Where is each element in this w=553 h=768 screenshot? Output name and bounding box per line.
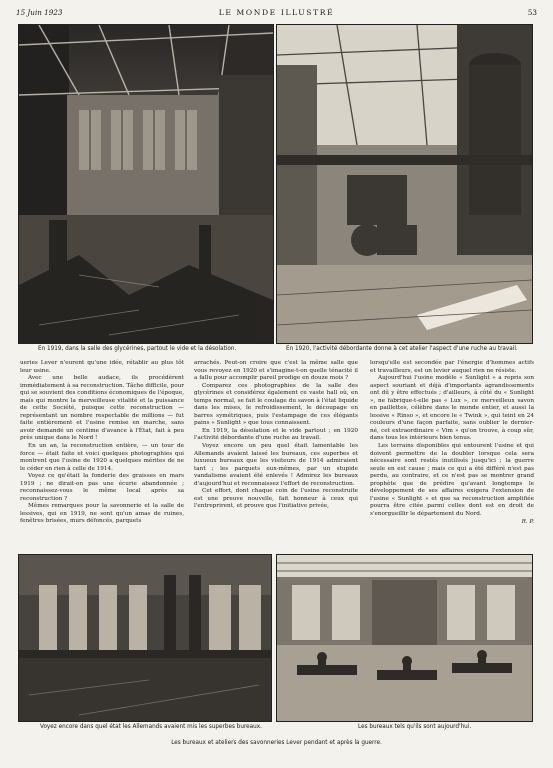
- article-column-1: [20, 360, 184, 526]
- photo-active-workshop: [276, 24, 533, 344]
- running-header: [16, 8, 537, 20]
- caption-top-left: En 1919, dans la salle des glycérines, partout le vide et la désolation.: [38, 346, 237, 352]
- paragraph: Aujourd'hui l'usine modèle « Sunlight » a repris son aspect souriant et déjà d'importants agrandissements ont dû y être effectués ; d'ailleurs, à côté du « Sunlight », ne fabrique-t-elle pas « Lux », ce merveilleux savon en paillettes, célèbre dans le monde entier, et aussi la lessive « Rinso », et encore le « Twink », qui teint en 24 couleurs d'une façon parfaite, sans oublier le dernier-né, cet extraordinaire « Vim » qu'on trouve, à coup sûr, dans tous les intérieurs bien tenus.: [370, 375, 534, 442]
- paragraph: Voyez encore un peu quel était lamentable les Allemands avaient laissé les bureaux, ces superbes et luxueux bureaux que les visiteurs de 1914 admiraient tant ; les parquets eux-mêmes, par un stupide vandalisme avaient été enlevés ! Admirez les bureaux d'aujourd'hui et reconnaissez l'effort de reconstruction.: [194, 443, 358, 487]
- caption-main: Les bureaux et ateliers des savonneries Lever pendant et après la guerre.: [171, 740, 382, 746]
- paragraph: arrachés. Peut-on croire que c'est la même salle que vous revoyez en 1920 et s'imagine-t-on quelle ténacité il a fallu pour accomplir pareil prodige en douze mois ?: [194, 360, 358, 382]
- paragraph: Les terrains disponibles qui entourent l'usine et qui doivent permettre de la doubler lorsque cela sera nécessaire sont restés inutilisés jusqu'ici ; la guerre seule en est cause ; mais ce qui a été différé n'est pas perdu, au contraire, et ce n'est pas se montrer grand prophète que de prédire qu'avant longtemps le développement de ses affaires exigera l'extension de l'usine « Sunlight » et que sa reconstruction amplifiée pourra être citée parmi celles dont est en droit de s'enorgueillir le département du Nord.: [370, 443, 534, 517]
- photo-wrecked-offices: [18, 554, 272, 722]
- paragraph: Voyez ce qu'était la fonderie des graisses en mars 1919 ; ne dirait-on pas une écurie abandonnée ; reconnaissez-vous le même local après sa reconstruction ?: [20, 473, 184, 502]
- magazine-title: LE MONDE ILLUSTRÉ: [218, 8, 335, 17]
- paragraph: lorsqu'elle est secondée par l'énergie d'hommes actifs et travailleurs, est un levier auquel rien ne résiste.: [370, 360, 534, 374]
- paragraph: En 1919, la désolation et le vide partout ; en 1920 l'activité débordante d'une ruche au travail.: [194, 427, 358, 442]
- paragraph: Avec une belle audace, ils procédèrent immédiatement à sa reconstruction. Tâche difficile, pour qui se souvient des conditions économiques de l'époque, mais qui montre la merveilleuse vitalité et la puissance de cette Société, puisque cette reconstruction — représentant un nombre respectable de millions — fut faite entièrement et l'usine remise en marche, sans avoir demandé un centime d'avance à l'État, fait à peu près unique dans le Nord !: [20, 375, 184, 442]
- paragraph: Mêmes remarques pour la savonnerie et la salle de lessives, qui en 1919, ne sont qu'un amas de ruines, fenêtres brisées, murs défoncés, parquets: [20, 503, 184, 525]
- page-number: 53: [527, 8, 537, 17]
- author-signature: R. P.: [521, 519, 534, 526]
- paragraph: ueries Lever n'eurent qu'une idée, rétablir au plus tôt leur usine.: [20, 360, 184, 374]
- caption-top-right: En 1920, l'activité débordante donne à cet atelier l'aspect d'une ruche au travail.: [286, 346, 518, 352]
- paragraph: Cet effort, dont chaque coin de l'usine reconstruite est une preuve nouvelle, fait honneur à ceux qui l'entreprirent, et prouve que l'initiative privée,: [194, 488, 358, 510]
- paragraph: Comparez ces photographies de la salle des glycérines et considérez également ce vaste hall où, en temps normal, se fait le coulage du savon à l'état liquide dans les mises, le refroidissement, le découpage en barres symétriques, puis l'estampage de ces élégants pains « Sunlight » que tous connaissent.: [194, 382, 358, 427]
- paragraph: En un an, la reconstruction entière, — un tour de force — était faite et voici quelques photographies qui montrent que l'usine de 1920 a quelques mérites de ne le céder en rien à celle de 1914.: [20, 443, 184, 472]
- article-column-2: [194, 360, 358, 511]
- issue-date: 15 Juin 1923: [16, 8, 63, 17]
- photo-ruined-glycerine-hall: [18, 24, 274, 344]
- article-column-3: [370, 360, 534, 527]
- caption-bottom-right: Les bureaux tels qu'ils sont aujourd'hui.: [358, 724, 472, 730]
- caption-bottom-left: Voyez encore dans quel état les Allemands avaient mis les superbes bureaux.: [40, 724, 262, 730]
- photo-offices-today: [276, 554, 533, 722]
